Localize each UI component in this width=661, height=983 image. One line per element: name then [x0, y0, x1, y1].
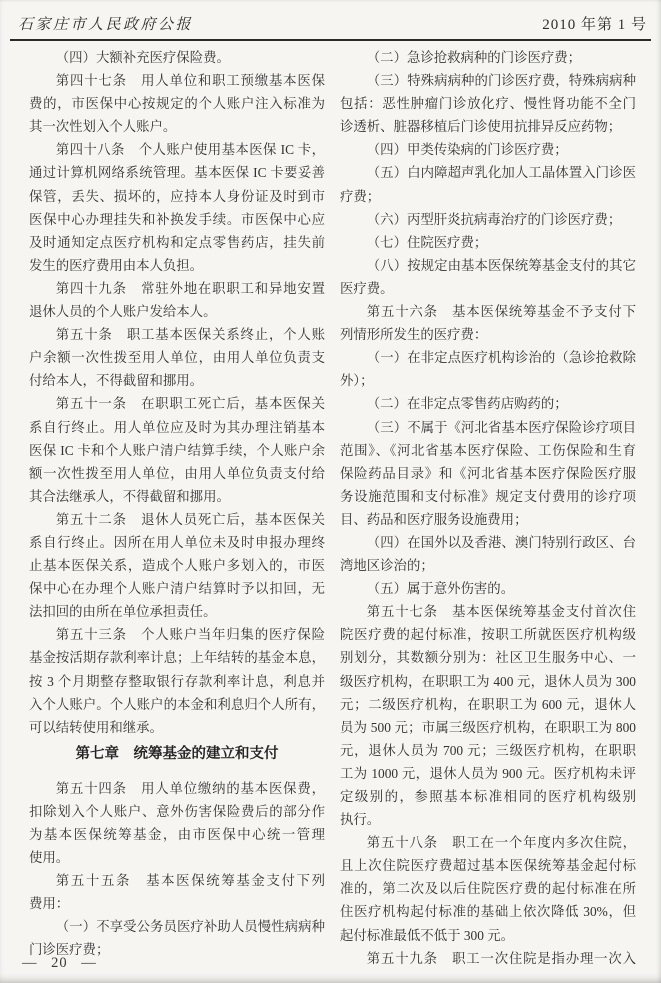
chapter-heading: 第七章 统筹基金的建立和支付: [75, 745, 279, 762]
text-line: 扣除划入个人账户、意外伤害保险费后的部分作: [29, 803, 325, 819]
text-line: 医疗费。: [340, 280, 394, 296]
text-line: （四）在国外以及香港、澳门特别行政区、台: [366, 534, 636, 550]
text-line: 第四十九条 常驻外地在职职工和异地安置: [55, 280, 325, 296]
text-line: 及时通知定点医疗机构和定点零售药店，挂失前: [29, 234, 325, 250]
content-columns: [0, 41, 661, 970]
right-column: [340, 46, 636, 970]
text-line: 按 3 个月期整存整取银行存款利率计息，利息并: [29, 673, 325, 689]
text-line: （八）按规定由基本医保统筹基金支付的其它: [366, 257, 636, 273]
text-line: 第五十五条 基本医保统筹基金支付下列: [55, 873, 325, 889]
text-line: 第五十二条 退休人员死亡后，基本医保关: [55, 511, 325, 527]
text-line: 第五十三条 个人账户当年归集的医疗保险: [55, 627, 325, 643]
page-number: — 20 —: [22, 955, 97, 971]
text-line: （一）在非定点医疗机构诊治的（急诊抢救除: [366, 350, 636, 366]
text-line: 法扣回的由所在单位承担责任。: [29, 604, 217, 620]
text-line: 工为 1000 元，退休人员为 900 元。医疗机构未评: [340, 765, 636, 781]
text-line: 起付标准最低不低于 300 元。: [340, 927, 515, 943]
text-line: 员为 500 元；市属三级医疗机构，在职职工为 800: [340, 719, 636, 735]
text-line: 保中心在办理个人账户清户结算时予以扣回，无: [29, 581, 325, 597]
text-line: 包括：恶性肿瘤门诊放化疗、慢性肾功能不全门: [340, 96, 636, 112]
text-line: 费用：: [29, 896, 70, 912]
text-line: 准的，第二次及以后住院医疗费的起付标准在所: [340, 881, 636, 897]
text-line: （三）特殊病病种的门诊医疗费，特殊病病种: [366, 73, 636, 89]
text-line: 第五十一条 在职职工死亡后，基本医保关: [55, 396, 325, 412]
text-line: （六）丙型肝炎抗病毒治疗的门诊医疗费；: [366, 211, 622, 227]
text-line: 付给本人，不得截留和挪用。: [29, 373, 204, 389]
text-line: （一）不享受公务员医疗补助人员慢性病病种: [55, 919, 325, 935]
text-line: （三）不属于《河北省基本医疗保险诊疗项目: [366, 419, 636, 435]
text-line: 门诊医疗费；: [29, 942, 110, 958]
text-line: 诊透析、脏器移植后门诊使用抗排异反应药物；: [340, 119, 622, 135]
text-line: （四）甲类传染病的门诊医疗费；: [366, 142, 568, 158]
text-line: 医保中心办理挂失和补换发手续。市医保中心应: [29, 211, 325, 227]
text-line: 额一次性拨至用人单位，由用人单位负责支付给: [29, 465, 325, 481]
text-line: 第五十八条 职工在一个年度内多次住院，: [366, 835, 636, 851]
text-line: 退休人员的个人账户发给本人。: [29, 304, 217, 320]
text-line: 其一次性划入个人账户。: [29, 119, 177, 135]
text-line: 第五十四条 用人单位缴纳的基本医保费，: [55, 780, 325, 796]
text-line: （二）在非定点零售药店购药的；: [366, 396, 568, 412]
text-line: 其合法继承人，不得截留和挪用。: [29, 488, 230, 504]
text-line: 第四十七条 用人单位和职工预缴基本医保: [55, 73, 325, 89]
text-line: 使用。: [29, 850, 70, 866]
text-line: 且上次住院医疗费超过基本医保统筹基金起付标: [340, 858, 636, 874]
text-line: 可以结转使用和继承。: [29, 719, 163, 735]
text-line: 级医疗机构，在职职工为 400 元，退休人员为 300: [340, 673, 636, 689]
text-line: （五）白内障超声乳化加人工晶体置入门诊医: [366, 165, 636, 181]
text-line: 保险药品目录》和《河北省基本医疗保险医疗服: [340, 465, 636, 481]
text-line: 第五十七条 基本医保统筹基金支付首次住: [366, 604, 636, 620]
text-line: 保管，丢失、损坏的，应持本人身份证及时到市: [29, 188, 325, 204]
text-line: 为基本医保统筹基金，由市医保中心统一管理: [29, 827, 325, 842]
text-line: （五）属于意外伤害的。: [366, 581, 515, 597]
text-line: 发生的医疗费用由本人负担。: [29, 257, 204, 273]
text-line: 费的，市医保中心按规定的个人账户注入标准为: [29, 96, 325, 112]
text-line: 元；二级医疗机构，在职职工为 600 元，退休人: [340, 696, 636, 712]
text-line: 系自行终止。用人单位应及时为其办理注销基本: [29, 419, 325, 435]
text-line: 医保 IC 卡和个人账户清户结算手续，个人账户余: [29, 442, 325, 458]
text-line: 列情形所发生的医疗费：: [340, 327, 488, 343]
text-line: 湾地区诊治的；: [340, 558, 434, 574]
text-line: 定级别的，参照基本标准相同的医疗机构级别: [340, 789, 636, 804]
text-line: 第五十九条 职工一次住院是指办理一次入: [366, 950, 636, 966]
text-line: 止基本医保关系，造成个人账户多划入的，市医: [29, 558, 325, 574]
text-line: 通过计算机网络系统管理。基本医保 IC 卡要妥善: [29, 165, 325, 181]
issue-number: 2010 年第 1 号: [542, 17, 647, 33]
text-line: 范围》、《河北省基本医疗保险、工伤保险和生育: [340, 442, 636, 458]
publication-title: 石家庄市人民政府公报: [18, 17, 194, 33]
text-line: 执行。: [340, 812, 381, 828]
text-line: 外）；: [340, 373, 374, 389]
text-line: 务设施范围和支付标准》规定支付费用的诊疗项: [340, 488, 636, 504]
text-line: 目、药品和医疗服务设施费用；: [340, 511, 528, 527]
page-header: [0, 0, 661, 34]
text-line: 第五十六条 基本医保统筹基金不予支付下: [366, 304, 636, 320]
text-line: 基金按活期存款利率计息；上年结转的基金本息，: [29, 650, 325, 666]
text-line: 疗费；: [340, 188, 381, 204]
text-line: 元，退休人员为 700 元；三级医疗机构，在职职: [340, 742, 636, 758]
text-line: 住医疗机构起付标准的基础上依次降低 30%，但: [340, 904, 636, 920]
text-line: 系自行终止。因所在用人单位未及时申报办理终: [29, 534, 325, 550]
text-line: （七）住院医疗费；: [366, 234, 488, 250]
text-line: 第五十条 职工基本医保关系终止，个人账: [55, 327, 325, 343]
text-line: 院医疗费的起付标准，按职工所就医医疗机构级: [340, 627, 636, 643]
text-line: （四）大额补充医疗保险费。: [55, 50, 230, 65]
left-column: [29, 46, 325, 970]
text-line: 入个人账户。个人账户的本金和利息归个人所有，: [29, 696, 325, 712]
text-line: 第四十八条 个人账户使用基本医保 IC 卡，: [55, 142, 325, 158]
text-line: 户余额一次性拨至用人单位，由用人单位负责支: [29, 350, 325, 366]
text-line: 别划分，其数额分别为：社区卫生服务中心、一: [340, 650, 636, 666]
text-line: （二）急诊抢救病种的门诊医疗费；: [366, 50, 582, 65]
